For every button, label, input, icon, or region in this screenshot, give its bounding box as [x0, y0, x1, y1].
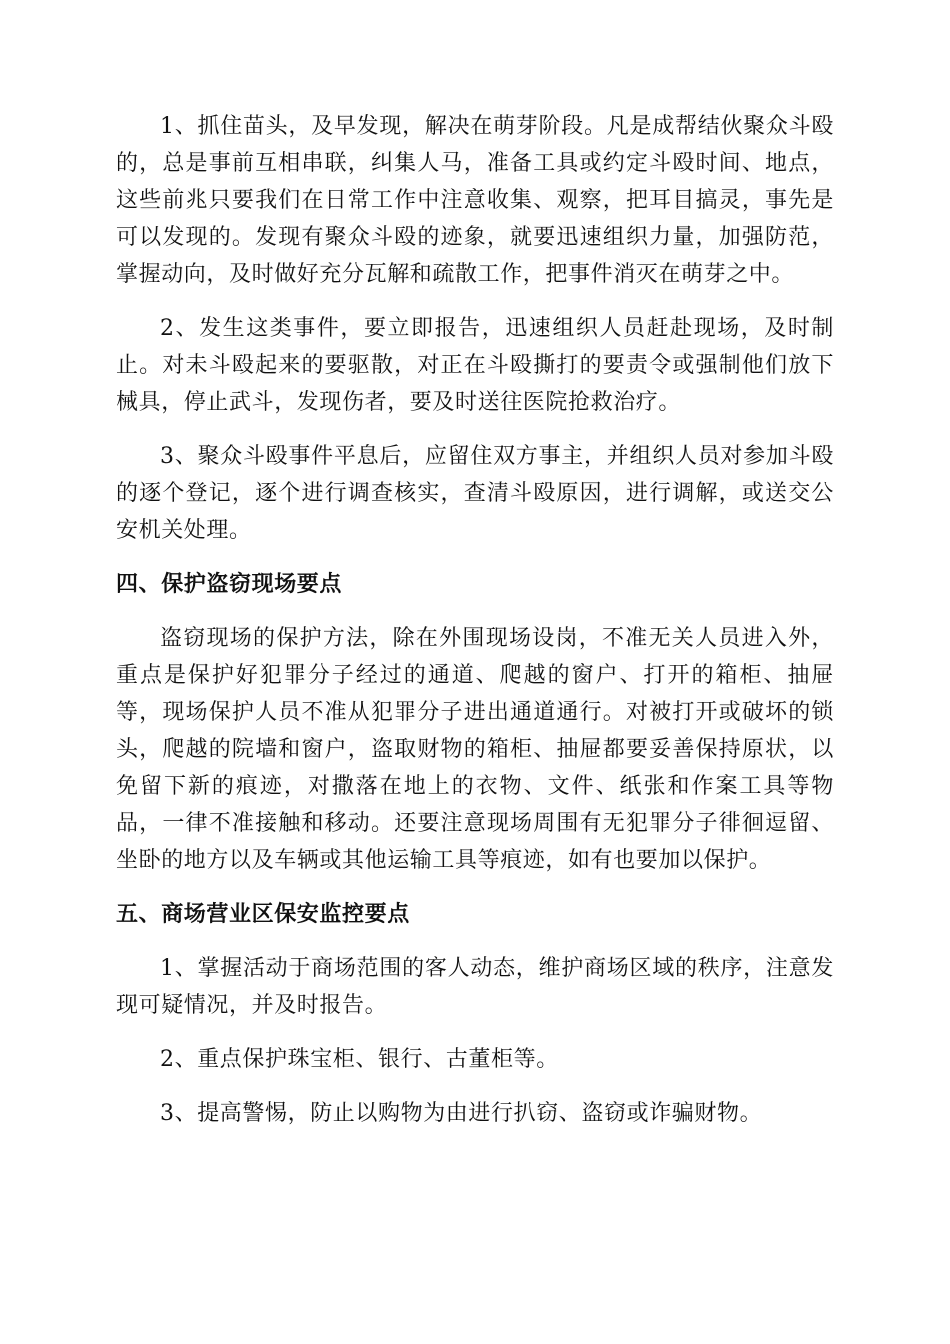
section-four-heading: 四、保护盗窃现场要点: [116, 572, 343, 597]
paragraph-item-1: 1、抓住苗头，及早发现，解决在萌芽阶段。凡是成帮结伙聚众斗殴的，总是事前互相串联，纠集人马，准备工具或约定斗殴时间、地点，这些前兆只要我们在日常工作中注意收集、观察，把耳目搞灵，事先是可以发现的。发现有聚众斗殴的迹象，就要迅速组织力量，加强防范，掌握动向，及时做好充分瓦解和疏散工作，把事件消灭在萌芽之中。: [116, 114, 834, 287]
section-five-item-3: 3、提高警惕，防止以购物为由进行扒窃、盗窃或诈骗财物。: [160, 1101, 763, 1126]
section-five-item-1: 1、掌握活动于商场范围的客人动态，维护商场区域的秩序，注意发现可疑情况，并及时报告。: [116, 956, 834, 1018]
section-five-item-2: 2、重点保护珠宝柜、银行、古董柜等。: [160, 1047, 559, 1072]
paragraph-item-2: 2、发生这类事件，要立即报告，迅速组织人员赶赴现场，及时制止。对未斗殴起来的要驱散，对正在斗殴撕打的要责令或强制他们放下械具，停止武斗，发现伤者，要及时送往医院抢救治疗。: [116, 316, 834, 415]
document-page: [116, 108, 834, 1132]
paragraph-item-3: 3、聚众斗殴事件平息后，应留住双方事主，并组织人员对参加斗殴的逐个登记，逐个进行调查核实，查清斗殴原因，进行调解，或送交公安机关处理。: [116, 444, 834, 543]
section-four-body: 盗窃现场的保护方法，除在外围现场设岗，不准无关人员进入外，重点是保护好犯罪分子经过的通道、爬越的窗户、打开的箱柜、抽屉等，现场保护人员不准从犯罪分子进出通道通行。对被打开或破坏的锁头，爬越的院墙和窗户，盗取财物的箱柜、抽屉都要妥善保持原状，以免留下新的痕迹，对撒落在地上的衣物、文件、纸张和作案工具等物品，一律不准接触和移动。还要注意现场周围有无犯罪分子徘徊逗留、坐卧的地方以及车辆或其他运输工具等痕迹，如有也要加以保护。: [116, 626, 834, 873]
section-five-heading: 五、商场营业区保安监控要点: [116, 902, 410, 927]
